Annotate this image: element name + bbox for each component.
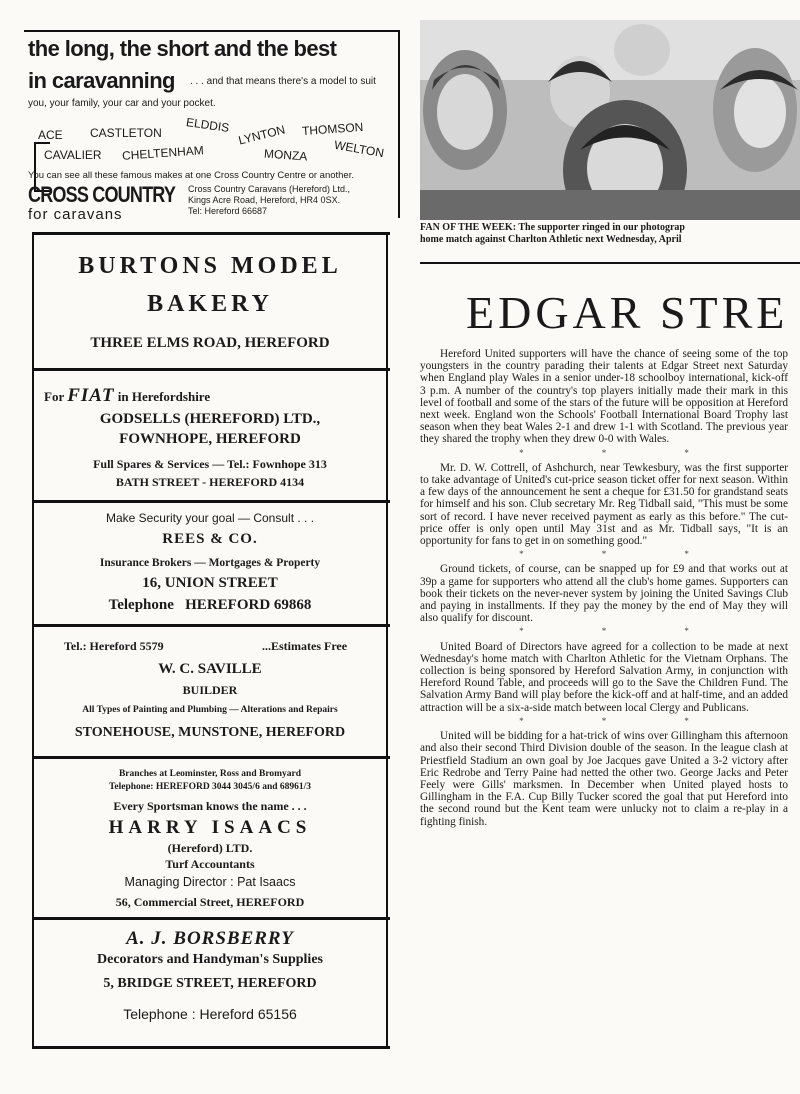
isaacs-telephone: Telephone: HEREFORD 3044 3045/6 and 68961/3 — [108, 782, 312, 792]
isaacs-slogan: Every Sportsman knows the name . . . — [113, 799, 307, 813]
fiat-logo: FIAT — [67, 385, 115, 406]
article-body — [420, 348, 788, 828]
godsells-fiat-ad — [32, 371, 388, 500]
borsberry-phone: Telephone : Hereford 65156 — [123, 1006, 297, 1022]
caravan-address: Cross Country Caravans (Hereford) Ltd., Kings Acre Road, Hereford, HR4 0SX. Tel: Hereford 66687 — [188, 184, 351, 216]
article-paragraph: Ground tickets, of course, can be snapped up for £9 and that works out at 39p a game for supporters who attend all the club's home games. Supporters can book their tickets on the never-never system by joining the United Savings Club and paying in installments. If they pay the money by the end of May they will also qualify for discount. — [420, 563, 788, 625]
borsberry-ad — [32, 920, 388, 1048]
caravan-headline-line1: the long, the short and the best — [28, 36, 337, 61]
cross-country-caravans-ad — [24, 30, 400, 223]
caravan-see-text: You can see all these famous makes at one Cross Country Centre or another. — [28, 170, 354, 181]
caravan-subline: you, your family, your car and your pocket. — [28, 98, 216, 109]
burtons-subtitle: BAKERY — [147, 291, 273, 317]
for-caravans-logo: for caravans — [28, 206, 123, 223]
make-label: MONZA — [263, 146, 308, 164]
saville-services: All Types of Painting and Plumbing — Alterations and Repairs — [82, 705, 338, 715]
saville-estimates: ...Estimates Free — [262, 639, 348, 653]
crowd-photo-illustration — [420, 20, 800, 220]
saville-address: STONEHOUSE, MUNSTONE, HEREFORD — [74, 725, 346, 740]
borsberry-address: 5, BRIDGE STREET, HEREFORD — [103, 976, 317, 991]
divider — [32, 1046, 390, 1049]
make-label: LYNTON — [237, 122, 287, 148]
fiat-line: For FIAT in Herefordshire — [44, 385, 211, 406]
article-paragraph: United Board of Directors have agreed for a collection to be made at next Wednesday's home match with Charlton Athletic for the Vietnam Orphans. The collection is being sponsored by Hereford Salvation Army, in conjunction with Hereford Round Table, and proceeds will go to the Save the Children Fund. The Salvation Army Band will play before the kick-off and at half-time, and an added attraction will be a six-a-side match between local Clergy and Publicans. — [420, 640, 788, 714]
saville-builder-ad — [32, 627, 388, 756]
photo-caption: FAN OF THE WEEK: The supporter ringed in our photograp home match against Charlton Athletic next Wednesday, April — [420, 222, 685, 245]
make-label: ACE — [38, 128, 63, 142]
article-paragraph: Mr. D. W. Cottrell, of Ashchurch, near Tewkesbury, was the first supporter to take advantage of United's cut-price season ticket offer for next season. Within a few days of the announcement he sent a cheque for £31.50 for grandstand seats for himself and his son. Club secretary Mr. Reg Tidball said, "This must be some sort of record. I have never received payment as early as this before." The cut-price offer is only open until May 31st and as Mr. Tidball says, "It is an opportunity for fans to get in on something good." — [420, 461, 788, 548]
isaacs-company: (Hereford) LTD. — [167, 841, 253, 855]
fan-of-the-week-photo — [420, 20, 800, 220]
paragraph-separator: * * * — [519, 447, 689, 458]
isaacs-branches: Branches at Leominster, Ross and Bromyard — [118, 769, 302, 779]
make-label: CAVALIER — [44, 148, 102, 162]
make-label: CASTLETON — [90, 126, 162, 140]
rees-insurance-ad — [32, 503, 388, 624]
rees-company: REES & CO. — [162, 531, 258, 547]
rees-intro: Make Security your goal — Consult . . . — [105, 511, 315, 525]
paragraph-separator: * * * — [519, 626, 689, 637]
make-label: ELDDIS — [185, 115, 231, 135]
borsberry-trade: Decorators and Handyman's Supplies — [97, 952, 323, 967]
burtons-title: BURTONS MODEL — [78, 253, 342, 279]
paragraph-separator: * * * — [519, 715, 689, 726]
godsells-bath-street: BATH STREET - HEREFORD 4134 — [115, 475, 305, 489]
caravan-headline-tail: . . . and that means there's a model to suit — [190, 76, 376, 87]
make-label: WELTON — [333, 137, 386, 161]
article-paragraph: United will be bidding for a hat-trick of wins over Gillingham this afternoon and also their second Third Division double of the season. In the league clash at Priestfield Stadium an own goal by Joe Jacques gave United a 3-2 victory after Eric Redrobe and Terry Paine had netted the other two. George Jacks and Peter Feely were Gills' marksmen. In December when United played hosts to Gillingham in the F.A. Cup Billy Tucker scored the goal that put Hereford into the second round but the Kent team were unlucky not to claim a re-play in a fighting finish. — [420, 730, 788, 828]
saville-tel: Tel.: Hereford 5579 — [64, 639, 164, 653]
article-paragraph: Hereford United supporters will have the chance of seeing some of the top youngsters in the country parading their talents at Edgar Street next Saturday when England play Wales in a senior under-18 schoolboy international, kick-off 3 p.m. A number of the country's top players initially made their mark in this level of football and some of the stars of the future will be opposition at Hereford next week. England won the Schools' Football International Board Trophy last season when they beat Wales 2-1 and drew 1-1 with Scotland. The previous year they shared the trophy when they drew 0-0 with Wales. — [420, 348, 788, 446]
godsells-company: GODSELLS (HEREFORD) LTD., — [99, 411, 321, 427]
make-label: CHELTENHAM — [121, 143, 205, 163]
rees-phone: Telephone HEREFORD 69868 — [108, 597, 312, 613]
rees-address: 16, UNION STREET — [142, 575, 278, 591]
isaacs-trade: Turf Accountants — [165, 857, 255, 871]
article-headline: EDGAR STRE — [466, 287, 789, 338]
rees-services: Insurance Brokers — Mortgages & Property — [99, 557, 321, 569]
saville-name: W. C. SAVILLE — [158, 661, 262, 677]
harry-isaacs-ad — [32, 759, 388, 917]
make-label: THOMSON — [301, 119, 364, 139]
godsells-spares: Full Spares & Services — Tel.: Fownhope 313 — [93, 457, 327, 471]
cross-country-logo: CROSS COUNTRY — [28, 182, 176, 207]
isaacs-name: HARRY ISAACS — [108, 817, 312, 838]
divider — [420, 262, 800, 264]
borsberry-name: A. J. BORSBERRY — [126, 928, 294, 949]
saville-trade: BUILDER — [182, 683, 238, 697]
godsells-town: FOWNHOPE, HEREFORD — [119, 431, 301, 447]
isaacs-director: Managing Director : Pat Isaacs — [124, 875, 296, 889]
burtons-bakery-ad — [32, 235, 388, 368]
paragraph-separator: * * * — [519, 549, 689, 560]
caravan-headline-line2: in caravanning — [28, 68, 175, 93]
burtons-address: THREE ELMS ROAD, HEREFORD — [90, 335, 330, 351]
isaacs-address: 56, Commercial Street, HEREFORD — [115, 895, 305, 909]
